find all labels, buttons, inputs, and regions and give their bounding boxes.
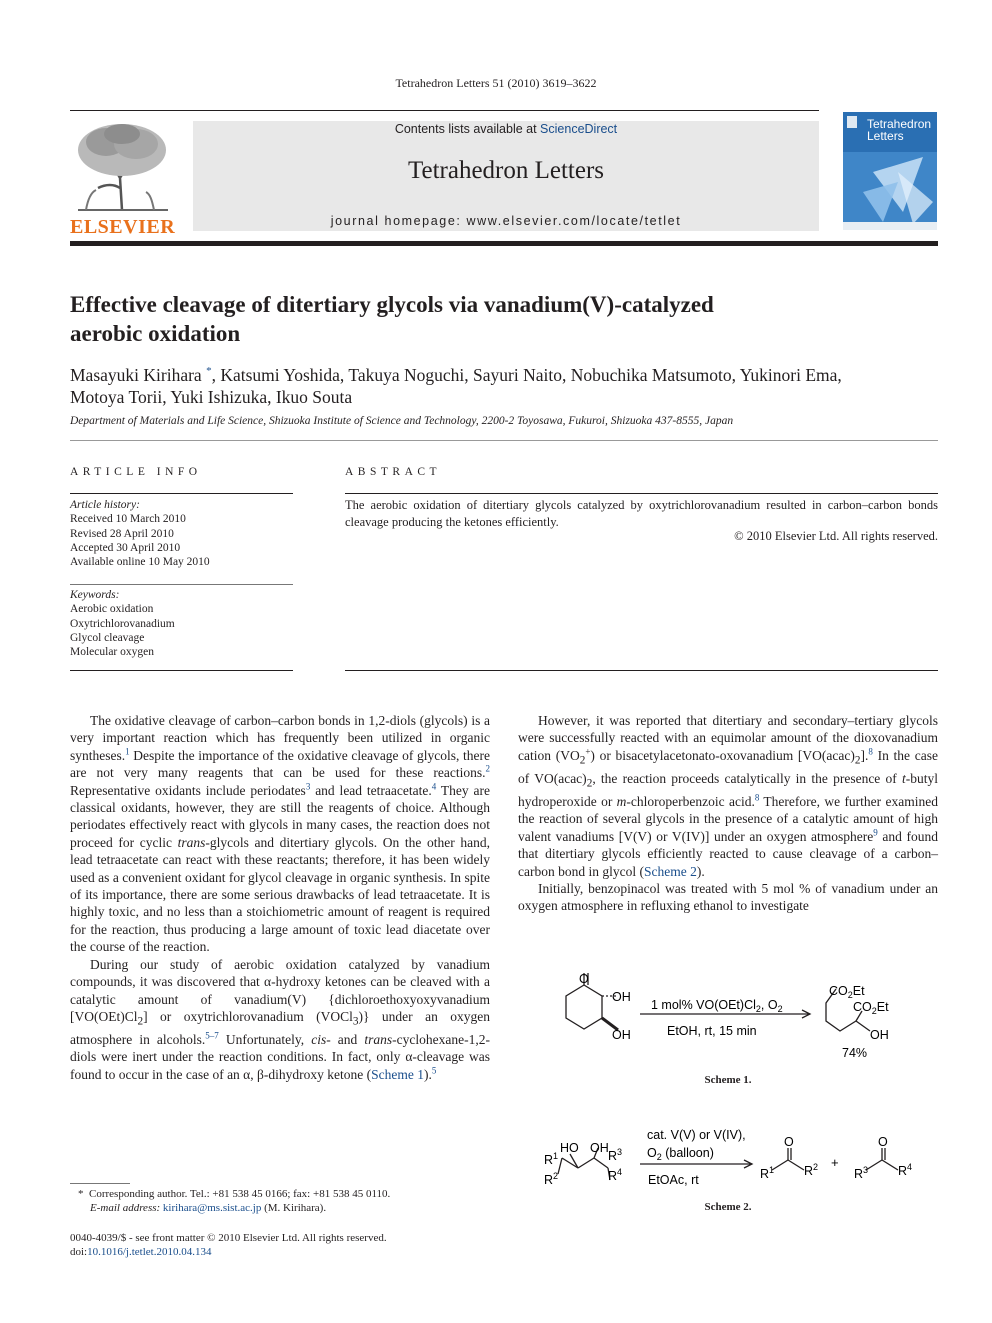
product-hydroxyl: OH	[870, 1028, 889, 1042]
ketone1-r1: $R^1$	[760, 1165, 775, 1181]
keyword: Glycol cleavage	[70, 631, 145, 644]
citation[interactable]: 9	[873, 827, 878, 838]
body-paragraph: However, it was reported that ditertiary and secondary–tertiary glycols were successfully reacted with an equimolar amount of the dioxovanadium cation $(VO_2^+)$ or bisacetylacetonato-oxovanadium $[VO(acac)_2].^8$ In the case of $VO(acac)_2$, the reaction proceeds catalytically in the presence of t-butyl hydroperoxide or m-chloroperbenzoic acid.$^8$ Therefore, we further examined the reaction of several glycols in the presence of a catalytic amount of high valent vanadiums [V(V) or V(IV)] under an oxygen atmosphere$^9$ and found that ditertiary glycols efficiently reacted to cause cleavage of a carbon–carbon bond in glycol (Scheme 2).	[518, 713, 938, 879]
glycol-r2: $R^2$	[544, 1171, 559, 1187]
keyword: Oxytrichlorovanadium	[70, 617, 175, 630]
keywords-label: Keywords:	[70, 589, 120, 601]
history-online: Available online 10 May 2010	[70, 556, 210, 569]
footnote-contact: Corresponding author. Tel.: +81 538 45 0166; fax: +81 538 45 0110.	[89, 1188, 391, 1200]
elsevier-tree-icon	[70, 118, 175, 214]
footnote-rule	[70, 1183, 130, 1184]
history-received: Received 10 March 2010	[70, 513, 186, 526]
corresponding-star[interactable]: *	[206, 365, 212, 378]
publisher-name: ELSEVIER	[70, 216, 176, 238]
ketone2-oxygen: O	[878, 1135, 888, 1149]
citation[interactable]: 1	[125, 746, 130, 757]
citation[interactable]: 4	[431, 781, 437, 792]
citation[interactable]: 2	[485, 763, 490, 774]
keyword: Molecular oxygen	[70, 646, 154, 659]
abstract-bottom-rule	[345, 670, 938, 671]
body-paragraph: Initially, benzopinacol was treated with 5 mol % of vanadium under an oxygen atmosphere in refluxing ethanol to investigate	[518, 881, 938, 914]
citation[interactable]: 8	[868, 746, 873, 757]
email-link[interactable]: kirihara@ms.sist.ac.jp	[162, 1202, 262, 1215]
journal-name: Tetrahedron Letters	[407, 157, 605, 184]
elsevier-logo[interactable]	[70, 118, 176, 238]
citation[interactable]: 5	[431, 1065, 437, 1076]
affiliation: Department of Materials and Life Science, Shizuoka Institute of Science and Technology, 2200-2 Toyosawa, Fukuroi, Shizuoka 437-8555, Japan	[70, 415, 734, 427]
abstract-heading: ABSTRACT	[345, 466, 442, 478]
history-label: Article history:	[70, 499, 140, 511]
email-label: E-mail address:	[90, 1202, 161, 1215]
footnote-star: *	[78, 1188, 84, 1200]
hydroxyl-1: OH	[612, 990, 631, 1004]
scheme1-reagents-bottom: EtOH, rt, 15 min	[667, 1024, 757, 1038]
abstract-text: The aerobic oxidation of ditertiary glycols catalyzed by oxytrichlorovanadium resulted in carbon–carbon bonds cleavage producing the ketones efficiently.	[345, 498, 938, 529]
affiliation-rule	[70, 440, 938, 441]
authors-line1: , Katsumi Yoshida, Takuya Noguchi, Sayuri Naito, Nobuchika Matsumoto, Yukinori Ema,	[211, 365, 842, 385]
article-title	[70, 290, 714, 348]
scheme2-caption: Scheme 2.	[704, 1201, 752, 1213]
ketone2-r4: $R^4$	[898, 1162, 913, 1178]
scheme-link[interactable]: Scheme 2	[643, 863, 697, 879]
abstract-rule	[345, 493, 938, 494]
info-bottom-rule	[70, 670, 293, 671]
header-top-rule	[70, 110, 819, 111]
corresponding-footnote	[78, 1187, 390, 1216]
body-right-column	[518, 712, 938, 915]
journal-reference: Tetrahedron Letters 51 (2010) 3619–3622	[395, 76, 597, 90]
keywords-rule	[70, 584, 293, 585]
plus-sign: +	[831, 1155, 839, 1170]
body-left-column	[70, 712, 490, 1083]
title-line2: aerobic oxidation	[70, 321, 241, 346]
history-accepted: Accepted 30 April 2010	[70, 541, 181, 554]
ketone1-r2: $R^2$	[804, 1162, 819, 1178]
scheme-link[interactable]: Scheme 1	[371, 1066, 424, 1082]
scheme2-reagents-line2: $O_2$ (balloon)	[647, 1146, 714, 1162]
issn-line: 0040-4039/$ - see front matter © 2010 Elsevier Ltd. All rights reserved.	[70, 1232, 387, 1244]
journal-cover[interactable]	[843, 112, 937, 230]
product-ester-2: $CO_2Et$	[853, 1000, 889, 1016]
history-revised: Revised 28 April 2010	[70, 527, 174, 540]
glycol-hydroxyl-1: HO	[560, 1141, 579, 1155]
author-list	[70, 364, 950, 408]
journal-homepage[interactable]: journal homepage: www.elsevier.com/locate/tetlet	[330, 214, 682, 228]
sciencedirect-link[interactable]: ScienceDirect	[540, 122, 618, 136]
ketone2-r3: $R^3$	[854, 1165, 869, 1181]
body-paragraph: The oxidative cleavage of carbon–carbon bonds in 1,2-diols (glycols) is a very important reaction which has frequently been utilized in organic syntheses.$^1$ Despite the importance of the oxidative cleavage of glycols, there are not very many reagents that can be used for these reactions.$^2$ Representative oxidants include periodates$^3$ and lead tetraacetate.$^4$ They are classical oxidants, however, they are still the reagents of choice. Although periodates effectively react with glycols in many cases, the reaction does not proceed for cyclic trans-glycols and ditertiary glycols. On the other hand, lead tetraacetate can react with these reactants; therefore, it has been widely used as a convenient oxidant for glycol cleavage in organic synthesis. In spite of its importance, there are some serious drawbacks of lead tetraacetate. It is highly toxic, and no less than a stoichiometric amount of reagent is required for the reaction, thus producing a large amount of toxic lead diacetate over the course of the reaction.	[70, 713, 490, 955]
authors-line2: Motoya Torii, Yuki Ishizuka, Ikuo Souta	[70, 387, 353, 407]
product-ester-1: $CO_2Et$	[829, 984, 865, 1000]
scheme2-reagents-line3: EtOAc, rt	[648, 1173, 699, 1187]
abstract-copyright: © 2010 Elsevier Ltd. All rights reserved.	[734, 529, 938, 543]
journal-banner	[193, 121, 819, 231]
keyword: Aerobic oxidation	[70, 603, 154, 616]
cover-title-line1: Tetrahedron	[867, 117, 932, 131]
glycol-hydroxyl-2: OH	[590, 1141, 609, 1155]
article-info-heading: ARTICLE INFO	[70, 466, 202, 478]
article-history	[70, 498, 210, 569]
scheme2-reagents-line1: cat. V(V) or V(IV),	[647, 1128, 746, 1142]
scheme1-diagram	[540, 965, 920, 1065]
glycol-r4: $R^4$	[608, 1167, 623, 1183]
body-paragraph: During our study of aerobic oxidation catalyzed by vanadium compounds, it was discovered that α-hydroxy ketones can be cleaved with a catalytic amount of vanadium(V) {dichloroethoxyoxyvanadium $[VO(OEt)Cl_2]$ or oxytrichlorovanadium (VOCl$_3$)} under an oxygen atmosphere in alcohols.$^{5-7}$ Unfortunately, cis- and trans-cyclohexane-1,2-diols were inert under the reaction conditions. In fact, only α-cleavage was found to occur in the case of an α, β-dihydroxy ketone (Scheme 1).$^5$	[70, 956, 491, 1082]
ketone-oxygen: O	[579, 972, 589, 986]
glycol-r3: $R^3$	[608, 1147, 623, 1163]
doi-label: doi:	[70, 1246, 88, 1259]
article-info-rule	[70, 493, 293, 494]
front-matter	[70, 1231, 387, 1260]
citation[interactable]: 8	[754, 792, 760, 803]
citation[interactable]: 5–7	[205, 1030, 219, 1041]
keywords	[70, 588, 175, 659]
citation[interactable]: 3	[305, 781, 311, 792]
author-corresponding[interactable]: Masayuki Kirihara	[70, 365, 202, 385]
scheme1-reagents-top: 1 mol% $VO(OEt)Cl_2$, $O_2$	[651, 998, 783, 1014]
scheme1-yield: 74%	[842, 1046, 868, 1060]
title-line1: Effective cleavage of ditertiary glycols via vanadium(V)-catalyzed	[70, 292, 714, 317]
ketone1-oxygen: O	[784, 1135, 794, 1149]
hydroxyl-2: OH	[612, 1028, 631, 1042]
doi-link[interactable]: 10.1016/j.tetlet.2010.04.134	[87, 1246, 212, 1259]
cover-title-line2: Letters	[867, 129, 904, 143]
scheme1-caption: Scheme 1.	[704, 1074, 752, 1086]
header-thick-rule	[70, 241, 938, 246]
email-tail: (M. Kirihara).	[264, 1202, 327, 1215]
glycol-r1: $R^1$	[544, 1151, 559, 1167]
contents-prefix: Contents lists available at	[394, 122, 541, 136]
scheme2-diagram	[540, 1122, 920, 1194]
